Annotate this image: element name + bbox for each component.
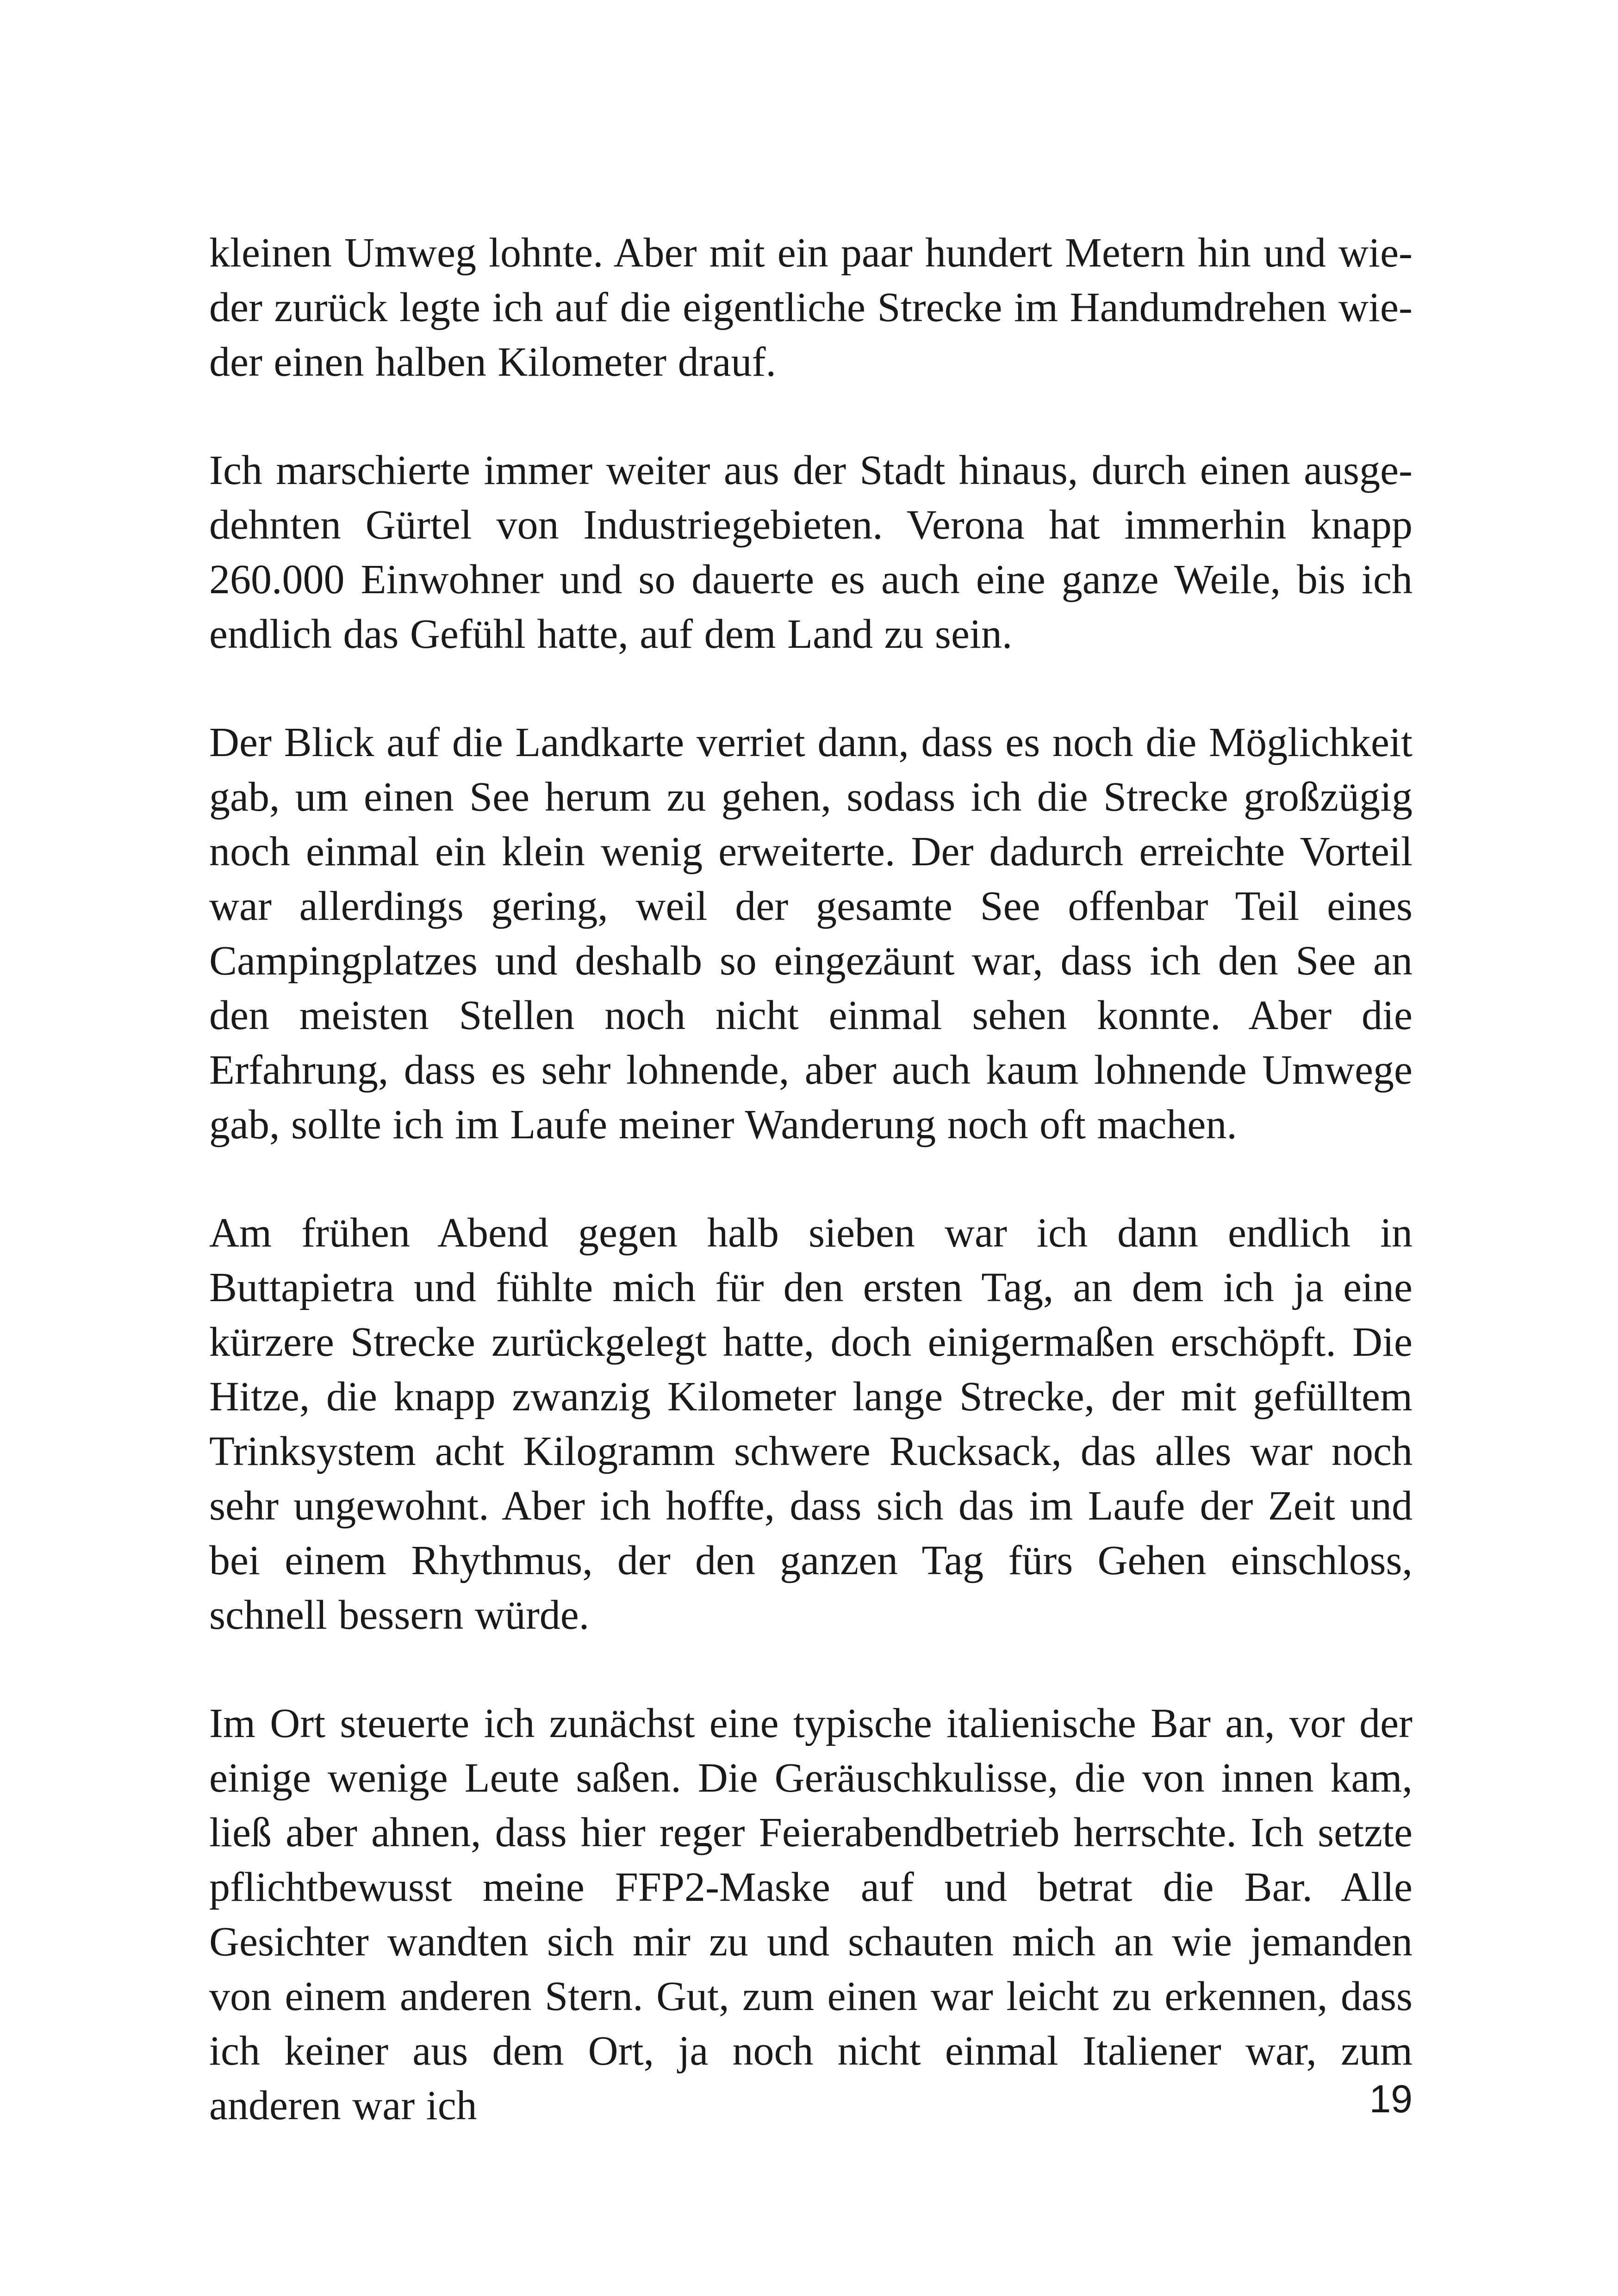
paragraph-2: Ich marschierte immer weiter aus der Stadt hinaus, durch einen ausgedehnten Gürtel von Industriegebieten. Verona hat immerhin knapp 260.000 Einwohner und so dauerte es auch eine ganze Weile, bis ich endlich das Gefühl hatte, auf dem Land zu sein. bbox=[209, 447, 1413, 657]
paragraph-4: Am frühen Abend gegen halb sieben war ich dann endlich in Buttapietra und fühlte mich für den ersten Tag, an dem ich ja eine kürzere Strecke zurückgelegt hatte, doch einigermaßen erschöpft. Die Hitze, die knapp zwanzig Kilometer lange Strecke, der mit gefülltem Trinksystem acht Kilogramm schwere Rucksack, das alles war noch sehr ungewohnt. Aber ich hoffte, dass sich das im Laufe der Zeit und bei einem Rhythmus, der den ganzen Tag fürs Gehen einschloss, schnell bessern würde. bbox=[209, 1210, 1413, 1638]
body-text bbox=[209, 226, 1413, 2187]
page-number: 19 bbox=[1369, 2077, 1413, 2121]
paragraph-5: Im Ort steuerte ich zunächst eine typische italienische Bar an, vor der einige wenige Leute saßen. Die Geräuschkulisse, die von innen kam, ließ aber ahnen, dass hier reger Feierabendbetrieb herrschte. Ich setzte pflichtbewusst meine FFP2-Maske auf und betrat die Bar. Alle Gesichter wandten sich mir zu und schauten mich an wie jemanden von einem anderen Stern. Gut, zum einen war leicht zu erkennen, dass ich keiner aus dem Ort, ja noch nicht einmal Italiener war, zum anderen war ich bbox=[209, 1700, 1413, 2128]
paragraph-1: kleinen Umweg lohnte. Aber mit ein paar hundert Metern hin und wieder zurück legte ich auf die eigentliche Strecke im Handumdrehen wieder einen halben Kilometer drauf. bbox=[209, 230, 1413, 385]
paragraph-3: Der Blick auf die Landkarte verriet dann, dass es noch die Möglichkeit gab, um einen See herum zu gehen, sodass ich die Strecke großzügig noch einmal ein klein wenig erweiterte. Der dadurch erreichte Vorteil war allerdings gering, weil der gesamte See offenbar Teil eines Campingplatzes und deshalb so eingezäunt war, dass ich den See an den meisten Stellen noch nicht einmal sehen konnte. Aber die Erfahrung, dass es sehr lohnende, aber auch kaum lohnende Umwege gab, sollte ich im Laufe meiner Wanderung noch oft machen. bbox=[209, 720, 1413, 1148]
